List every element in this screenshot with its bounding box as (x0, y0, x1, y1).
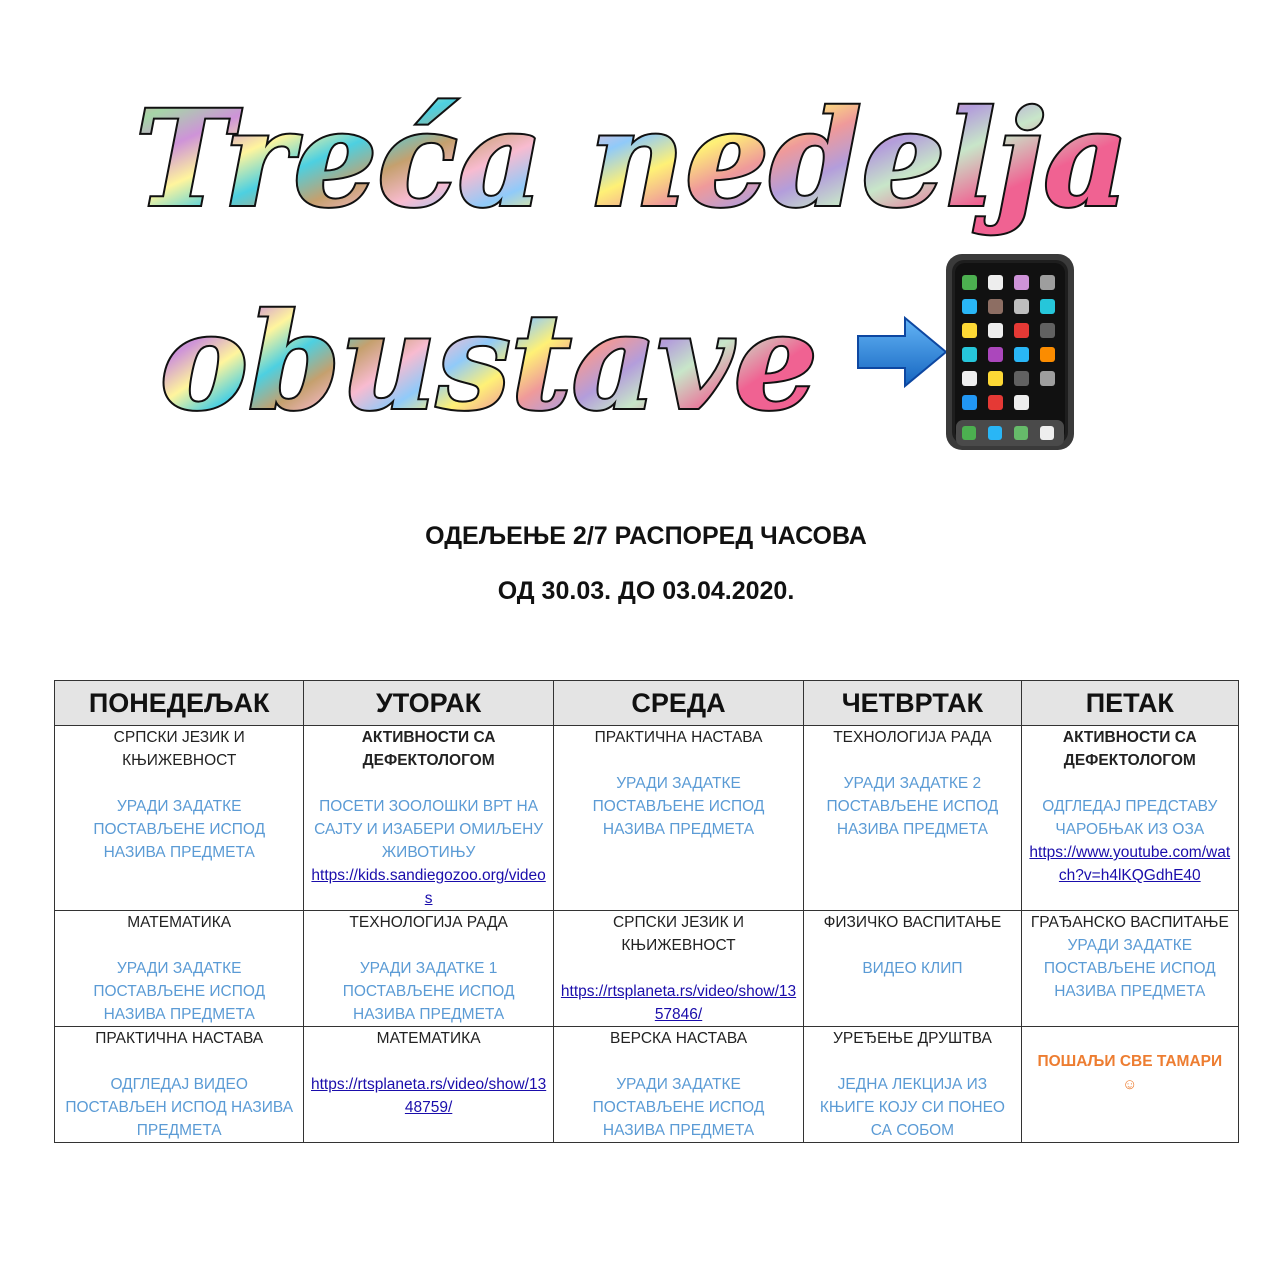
schedule-cell-thursday (804, 726, 1021, 911)
day-header-wednesday: СРЕДА (553, 681, 803, 726)
day-header-tuesday: УТОРАК (304, 681, 553, 726)
subject-name: ФИЗИЧКО ВАСПИТАЊЕ (823, 914, 1002, 931)
app-icon (962, 323, 977, 338)
app-icon (1040, 299, 1055, 314)
task-instruction: ЈЕДНА ЛЕКЦИЈА ИЗ КЊИГЕ КОЈУ СИ ПОНЕО СА СОБОМ (819, 1076, 1005, 1139)
subject-name: АКТИВНОСТИ СА ДЕФЕКТОЛОГОМ (1062, 729, 1197, 769)
app-icon (988, 371, 1003, 386)
subject-name: МАТЕМАТИКА (376, 1030, 481, 1047)
spacer (61, 1050, 297, 1073)
app-icon (1014, 323, 1029, 338)
app-icon (962, 299, 977, 314)
schedule-cell-monday (55, 726, 304, 911)
title-graphic (0, 0, 1280, 480)
app-icon (988, 323, 1003, 338)
title-line-1: Treća nedelja (135, 82, 1129, 237)
app-icon (988, 347, 1003, 362)
task-instruction: ВИДЕО КЛИП (862, 960, 963, 977)
app-icon (1014, 299, 1029, 314)
spacer (61, 772, 297, 795)
schedule-cell-wednesday (553, 1027, 803, 1143)
schedule-cell-thursday (804, 1027, 1021, 1143)
smiley-icon: ☺ (1122, 1076, 1138, 1093)
schedule-heading: ОДЕЉЕЊЕ 2/7 РАСПОРЕД ЧАСОВА (425, 522, 867, 550)
spacer (310, 772, 546, 795)
spacer (810, 749, 1014, 772)
task-instruction: УРАДИ ЗАДАТКЕ ПОСТАВЉЕНЕ ИСПОД НАЗИВА ПРЕДМЕТА (1043, 937, 1216, 1000)
spacer (560, 957, 797, 980)
task-instruction: ОДГЛЕДАЈ ВИДЕО ПОСТАВЉЕН ИСПОД НАЗИВА ПРЕДМЕТА (65, 1076, 294, 1139)
schedule-cell-tuesday (304, 911, 553, 1027)
resource-link[interactable]: https://kids.sandiegozoo.org/videos (311, 867, 546, 907)
subject-name: УРЕЂЕЊЕ ДРУШТВА (833, 1030, 992, 1047)
schedule-row (55, 911, 1239, 1027)
app-icon (1040, 323, 1055, 338)
spacer (810, 1050, 1014, 1073)
app-icon (1040, 275, 1055, 290)
mobile-phone-icon (946, 254, 1074, 450)
day-header-monday: ПОНЕДЕЉАК (55, 681, 304, 726)
spacer (310, 1050, 546, 1073)
title-line-2: obustave (160, 285, 818, 440)
spacer (1028, 1027, 1232, 1050)
subject-name: ГРАЂАНСКО ВАСПИТАЊЕ (1030, 914, 1229, 931)
app-icon (962, 275, 977, 290)
task-instruction: УРАДИ ЗАДАТКЕ ПОСТАВЉЕНЕ ИСПОД НАЗИВА ПРЕДМЕТА (93, 960, 266, 1023)
send-note: ПОШАЉИ СВЕ ТАМАРИ (1037, 1053, 1223, 1070)
schedule-cell-friday (1021, 1027, 1238, 1143)
schedule-cell-wednesday (553, 911, 803, 1027)
spacer (560, 749, 797, 772)
app-icon (962, 347, 977, 362)
app-icon (1014, 347, 1029, 362)
app-icon (1014, 371, 1029, 386)
app-icon (1040, 347, 1055, 362)
resource-link[interactable]: https://rtsplaneta.rs/video/show/1357846/ (560, 983, 797, 1023)
task-instruction: УРАДИ ЗАДАТКЕ ПОСТАВЉЕНЕ ИСПОД НАЗИВА ПРЕДМЕТА (93, 798, 266, 861)
spacer (810, 934, 1014, 957)
app-icon (962, 371, 977, 386)
subject-name: ПРАКТИЧНА НАСТАВА (95, 1030, 264, 1047)
subject-name: ТЕХНОЛОГИЈА РАДА (833, 729, 992, 746)
schedule-cell-friday (1021, 911, 1238, 1027)
task-instruction: УРАДИ ЗАДАТКЕ ПОСТАВЉЕНЕ ИСПОД НАЗИВА ПРЕДМЕТА (592, 1076, 765, 1139)
task-instruction: УРАДИ ЗАДАТКЕ ПОСТАВЉЕНЕ ИСПОД НАЗИВА ПРЕДМЕТА (592, 775, 765, 838)
day-header-row (55, 681, 1239, 726)
app-icon (988, 395, 1003, 410)
day-header-thursday: ЧЕТВРТАК (804, 681, 1021, 726)
schedule-row (55, 1027, 1239, 1143)
app-icon (988, 299, 1003, 314)
schedule-cell-thursday (804, 911, 1021, 1027)
subject-name: АКТИВНОСТИ СА ДЕФЕКТОЛОГОМ (361, 729, 496, 769)
app-icon (1040, 371, 1055, 386)
app-icon (1014, 395, 1029, 410)
subject-name: СРПСКИ ЈЕЗИК И КЊИЖЕВНОСТ (113, 729, 245, 769)
right-arrow-icon (858, 318, 946, 386)
subject-name: СРПСКИ ЈЕЗИК И КЊИЖЕВНОСТ (612, 914, 745, 954)
resource-link[interactable]: https://www.youtube.com/watch?v=h4lKQGdhE40 (1029, 844, 1231, 884)
subject-name: МАТЕМАТИКА (127, 914, 232, 931)
schedule-table (54, 680, 1239, 1143)
schedule-cell-tuesday (304, 1027, 553, 1143)
schedule-row (55, 726, 1239, 911)
subject-name: ТЕХНОЛОГИЈА РАДА (349, 914, 508, 931)
app-icon (962, 395, 977, 410)
day-header-friday: ПЕТАК (1021, 681, 1238, 726)
schedule-cell-monday (55, 1027, 304, 1143)
spacer (560, 1050, 797, 1073)
schedule-cell-monday (55, 911, 304, 1027)
resource-link[interactable]: https://rtsplaneta.rs/video/show/1348759/ (311, 1076, 547, 1116)
task-instruction: УРАДИ ЗАДАТКЕ 1 ПОСТАВЉЕНЕ ИСПОД НАЗИВА ПРЕДМЕТА (342, 960, 515, 1023)
spacer (61, 934, 297, 957)
schedule-cell-tuesday (304, 726, 553, 911)
task-instruction: ПОСЕТИ ЗООЛОШКИ ВРТ НА САЈТУ И ИЗАБЕРИ ОМИЉЕНУ ЖИВОТИЊУ (314, 798, 544, 861)
spacer (1028, 772, 1232, 795)
schedule-cell-friday (1021, 726, 1238, 911)
task-instruction: УРАДИ ЗАДАТКЕ 2 ПОСТАВЉЕНЕ ИСПОД НАЗИВА ПРЕДМЕТА (826, 775, 999, 838)
schedule-cell-wednesday (553, 726, 803, 911)
task-instruction: ОДГЛЕДАЈ ПРЕДСТАВУ ЧАРОБЊАК ИЗ ОЗА (1042, 798, 1218, 838)
app-icon (988, 275, 1003, 290)
app-icon (1014, 275, 1029, 290)
spacer (310, 934, 546, 957)
schedule-date-range: ОД 30.03. ДО 03.04.2020. (497, 577, 795, 605)
subject-name: ПРАКТИЧНА НАСТАВА (594, 729, 763, 746)
subject-name: ВЕРСКА НАСТАВА (610, 1030, 748, 1047)
